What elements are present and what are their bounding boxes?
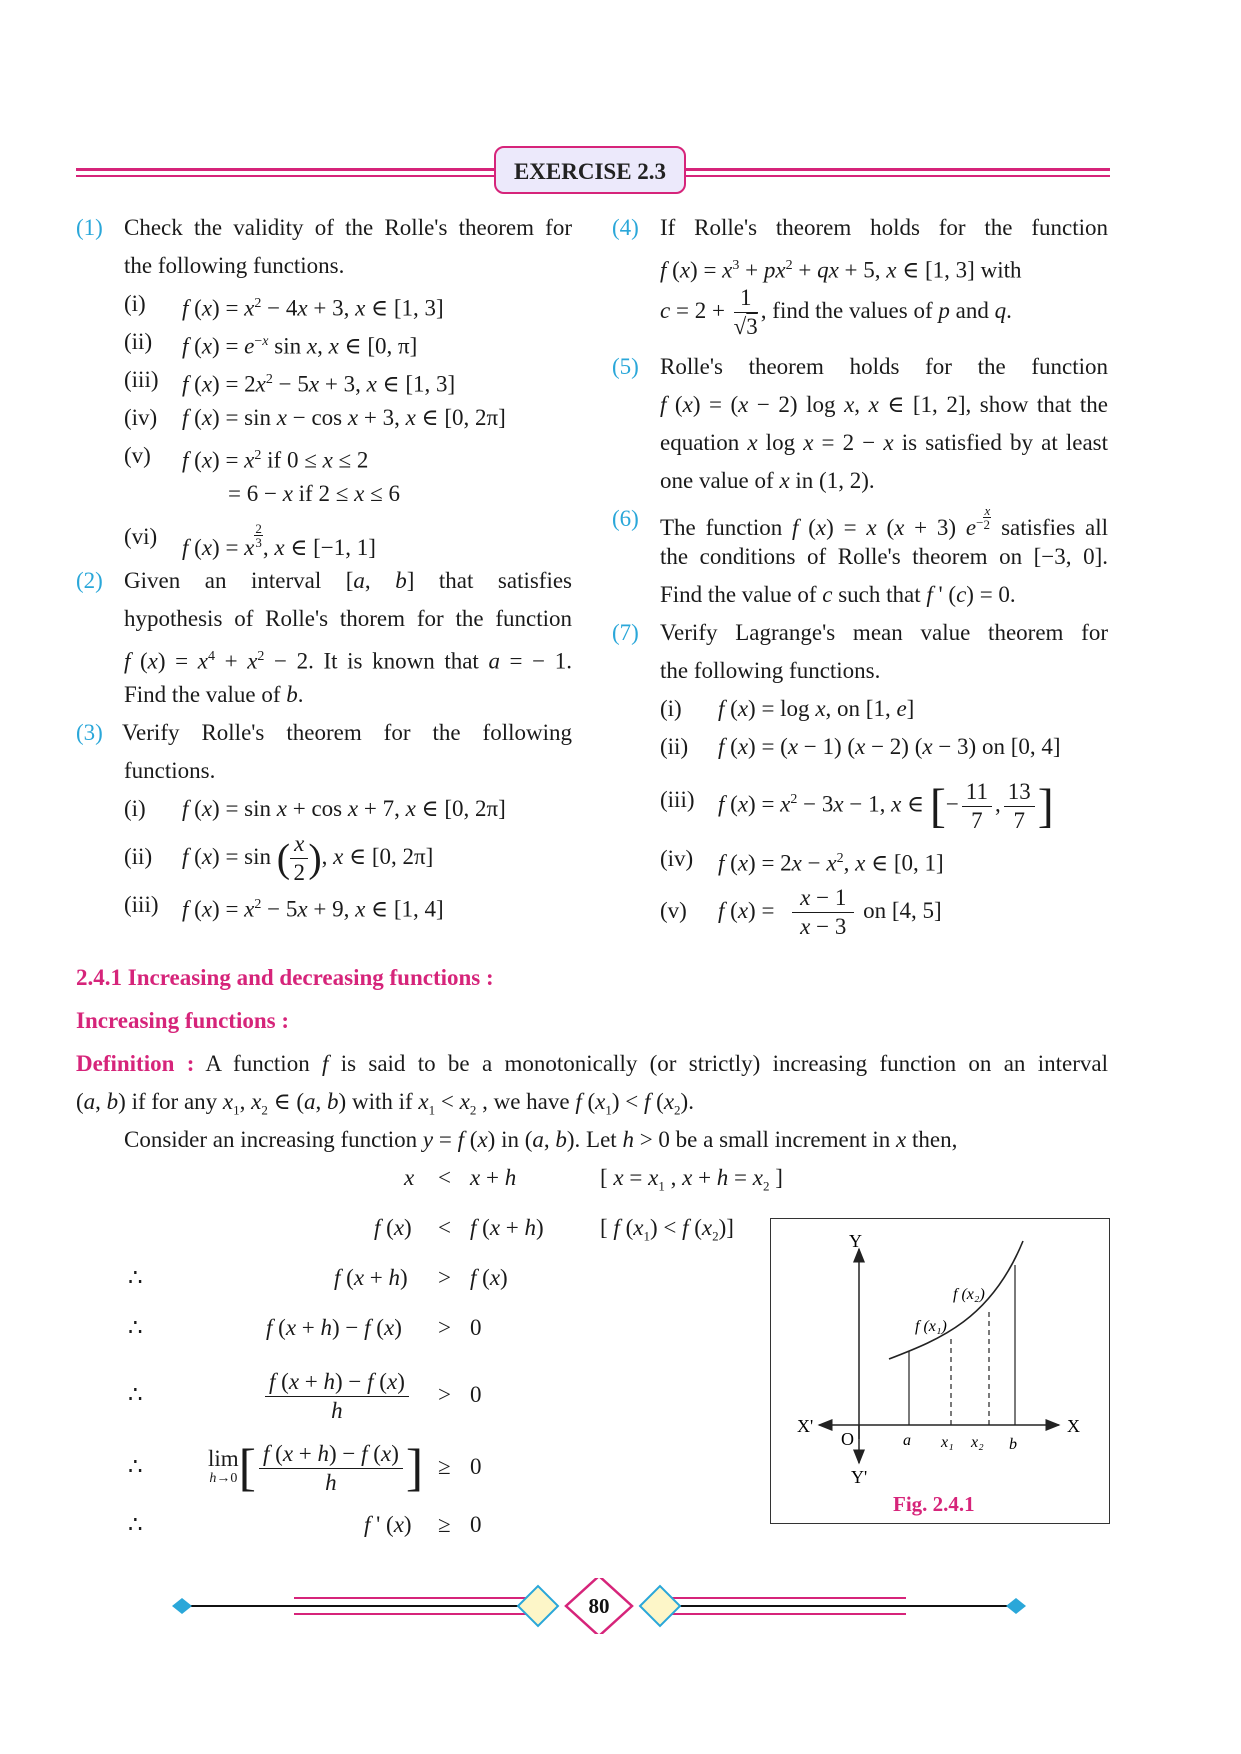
deriv-note: [ $x = x_1$ , $x + h = x_2$ ] xyxy=(600,1165,783,1194)
item-roman: (iv) xyxy=(124,405,158,430)
question-number: (5) xyxy=(612,354,639,379)
deriv-rhs: 0 xyxy=(470,1512,482,1537)
item-math: f (x) = $\frac{x - 1}{x - 3}$ on [4, 5] xyxy=(718,885,942,940)
deriv-rhs: 0 xyxy=(470,1315,482,1340)
question-text: Verify Lagrange's mean value theorem for xyxy=(660,620,1108,645)
label-y-neg: Y' xyxy=(851,1467,868,1487)
deriv-lhs: x xyxy=(404,1165,415,1190)
item-math: f $(x) = x^2 - 3x - 1$, x ∈ [− $\frac{11}{7}$ , $\frac{13}{7}$ ] xyxy=(718,778,1054,833)
deriv-op: > xyxy=(438,1382,451,1407)
question-text: If Rolle's theorem holds for the function xyxy=(660,215,1108,240)
item-math: f $(x) = 2x^2 - 5x + 3$, x ∈ [1, 3] xyxy=(182,371,456,397)
deriv-rhs: f (x) xyxy=(470,1265,508,1290)
item-math: f (x) = log x, on [1, e] xyxy=(718,696,915,721)
item-math: f (x) = sin x − cos x + 3, x ∈ [0, 2π] xyxy=(182,405,506,430)
deriv-lhs: f (x + h) − f (x) xyxy=(266,1315,402,1340)
label-x-neg: X' xyxy=(797,1416,814,1436)
therefore-symbol: ∴ xyxy=(128,1512,143,1537)
question-number: (6) xyxy=(612,506,639,531)
question-text: Find the value of b. xyxy=(124,682,304,707)
question-text: the conditions of Rolle's theorem on [−3, 0]. xyxy=(660,544,1108,569)
question-number: (2) xyxy=(76,568,103,593)
item-roman: (ii) xyxy=(124,329,153,354)
question-text: Verify Rolle's theorem for the following xyxy=(122,720,572,745)
item-roman: (iii) xyxy=(660,787,695,812)
question-number: (4) xyxy=(612,215,639,240)
therefore-symbol: ∴ xyxy=(128,1454,143,1479)
section-heading: 2.4.1 Increasing and decreasing functions : xyxy=(76,965,494,990)
question-text: Given an interval [a, b] that satisfies xyxy=(124,568,573,593)
label-x1: x₁ xyxy=(941,1434,954,1451)
label-origin: O xyxy=(841,1429,854,1449)
question-text: Check the validity of the Rolle's theorem for xyxy=(124,215,572,240)
question-number: (1) xyxy=(76,215,103,240)
definition-label: Definition : xyxy=(76,1051,195,1076)
deriv-op: < xyxy=(438,1165,451,1190)
item-math: f $(x) = x^2 - 5x + 9$, x ∈ [1, 4] xyxy=(182,896,444,922)
deriv-note: [ f $(x_1) < f$ $(x_2)$] xyxy=(600,1215,734,1244)
item-math: f (x) = sin ( $\frac{x}{2}$ ), x ∈ [0, 2π] xyxy=(182,831,434,886)
label-fx1: f (x₁) xyxy=(915,1318,947,1335)
deriv-rhs: 0 xyxy=(470,1454,482,1479)
definition-text: (a, b) if for any $x_1$, $x_2$ ∈ (a, b) with if $x_1 < x_2$ , we have f $(x_1) < f$ $(x_2)$. xyxy=(76,1089,694,1118)
definition-text: Definition : A function f is said to be a monotonically (or strictly) increasing function on an interval xyxy=(76,1051,1108,1076)
item-math: = 6 − x if 2 ≤ x ≤ 6 xyxy=(228,481,400,506)
deriv-rhs: x + h xyxy=(470,1165,517,1190)
deriv-op: > xyxy=(438,1315,451,1340)
deriv-op: ≥ xyxy=(438,1512,451,1537)
item-math: f (x) = x $\frac{2}{3}$ , x ∈ [−1, 1] xyxy=(182,521,376,560)
subsection-heading: Increasing functions : xyxy=(76,1008,289,1033)
deriv-rhs: f (x + h) xyxy=(470,1215,544,1240)
deriv-lhs: f (x) xyxy=(374,1215,412,1240)
label-fx2: f (x₂) xyxy=(953,1286,985,1303)
question-text: the following functions. xyxy=(124,253,345,278)
therefore-symbol: ∴ xyxy=(128,1382,143,1407)
increasing-function-graph xyxy=(771,1219,1109,1523)
item-math: f $(x) = 2x - x^2$, x ∈ [0, 1] xyxy=(718,850,944,876)
question-text: equation x log x = 2 − x is satisfied by at least xyxy=(660,430,1108,455)
exercise-title: EXERCISE 2.3 xyxy=(494,146,686,194)
item-math: f $(x) = x^2 - 4x + 3$, x ∈ [1, 3] xyxy=(182,295,444,321)
deriv-op: ≥ xyxy=(438,1454,451,1479)
item-roman: (iii) xyxy=(124,367,159,392)
question-text: f $(x) = x^3 + px^2$ + qx + 5, x ∈ [1, 3] with xyxy=(660,257,1022,283)
question-text: functions. xyxy=(124,758,216,783)
item-roman: (i) xyxy=(660,696,682,721)
item-roman: (i) xyxy=(124,291,146,316)
label-b: b xyxy=(1009,1436,1017,1453)
deriv-lhs: f (x + h) xyxy=(334,1265,408,1290)
deriv-lhs: lim h→0 [ $\frac{f (x + h) - f (x)}{h}$ ] xyxy=(208,1439,424,1497)
left-ornament-diamond xyxy=(518,1586,558,1626)
therefore-symbol: ∴ xyxy=(128,1315,143,1340)
header-rule-right-bottom xyxy=(686,175,1110,177)
label-x: X xyxy=(1067,1416,1080,1436)
question-text: Find the value of c such that f ' (c) = 0. xyxy=(660,582,1016,607)
question-text: the following functions. xyxy=(660,658,881,683)
item-roman: (v) xyxy=(124,443,151,468)
item-roman: (iii) xyxy=(124,892,159,917)
item-roman: (iv) xyxy=(660,846,694,871)
right-ornament-diamond xyxy=(640,1586,680,1626)
item-math: f $(x) = x^2$ if 0 ≤ x ≤ 2 xyxy=(182,447,369,473)
item-roman: (i) xyxy=(124,796,146,821)
figure-caption: Fig. 2.4.1 xyxy=(893,1492,975,1516)
consider-text: Consider an increasing function y = f (x) in (a, b). Let h > 0 be a small increment in x then, xyxy=(124,1127,958,1152)
question-text: hypothesis of Rolle's thorem for the function xyxy=(124,606,572,631)
footer-left-diamond-icon xyxy=(172,1598,192,1614)
header-rule-left-top xyxy=(76,168,496,171)
item-math: f (x) = sin x + cos x + 7, x ∈ [0, 2π] xyxy=(182,796,506,821)
footer-right-diamond-icon xyxy=(1006,1598,1026,1614)
question-text: one value of x in (1, 2). xyxy=(660,468,875,493)
question-text: Rolle's theorem holds for the function xyxy=(660,354,1108,379)
figure-box xyxy=(770,1218,1110,1524)
deriv-op: < xyxy=(438,1215,451,1240)
item-math: f (x) = (x − 1) (x − 2) (x − 3) on [0, 4] xyxy=(718,734,1061,759)
question-text: c = 2 + $\frac{1}{√3}$ , find the values of p and q. xyxy=(660,285,1012,340)
question-number: (7) xyxy=(612,620,639,645)
label-y: Y xyxy=(849,1231,862,1251)
deriv-lhs: $\frac{f (x + h) - f (x)}{h}$ xyxy=(262,1362,412,1428)
therefore-symbol: ∴ xyxy=(128,1265,143,1290)
item-roman: (ii) xyxy=(124,844,153,869)
deriv-lhs: f ' (x) xyxy=(364,1512,412,1537)
question-text: f (x) = (x − 2) log x, x ∈ [1, 2], show that the xyxy=(660,392,1108,417)
item-math: f $(x) = e^{-x}$ sin x, x ∈ [0, π] xyxy=(182,333,418,359)
item-roman: (vi) xyxy=(124,524,158,549)
page-number: 80 xyxy=(588,1594,610,1618)
item-roman: (ii) xyxy=(660,734,689,759)
deriv-op: > xyxy=(438,1265,451,1290)
header-rule-left-bottom xyxy=(76,175,496,177)
question-text: f $(x) = x^4 + x^2 - 2$. It is known that a = − 1. xyxy=(124,648,572,674)
deriv-rhs: 0 xyxy=(470,1382,482,1407)
label-x2: x₂ xyxy=(971,1434,984,1451)
question-number: (3) xyxy=(76,720,103,745)
label-a: a xyxy=(903,1432,911,1449)
question-text: The function f (x) = x (x + 3) e− $\frac{x}{2}$ satisfies all xyxy=(660,503,1108,540)
header-rule-right-top xyxy=(686,168,1110,171)
item-roman: (v) xyxy=(660,898,687,923)
